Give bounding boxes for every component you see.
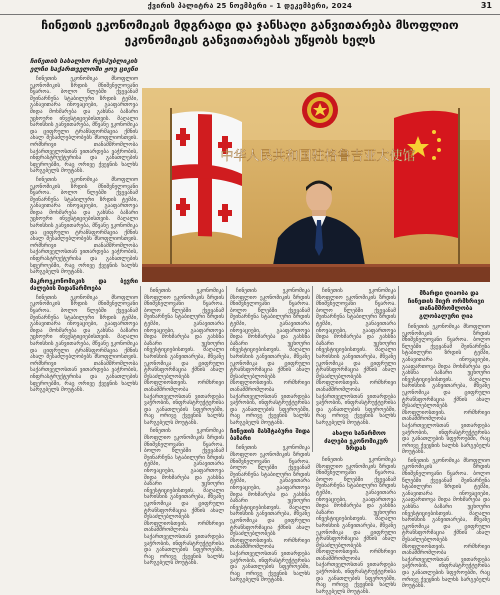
subhead: მაკროეკონომიკის და ბევრი ძალების შიდაწარმოება <box>30 278 138 292</box>
photo-illustration <box>142 88 490 282</box>
pull-quote: ახალი საწარმოო ძალები ეკონომიკურ ზრდას <box>324 430 388 453</box>
masthead <box>0 0 500 15</box>
embassy-wall-sign: 中华人民共和国驻格鲁吉亚大使馆 <box>220 149 416 164</box>
body-paragraph: ჩინეთის ეკონომიკა მსოფლიო ეკონომიკის ზრდის მნიშვნელოვანი წყაროა. ბოლო წლებში ქვეყანამ შეინარჩუნა სტაბილური ზრდის ტემპი, განავითარა ინოვაციები, გააფართოვა შიდა მოხმარება და გახსნა ბაზარი უცხოური ინვესტიციებისთვის. მაღალი ხარისხის განვითარება, მწვანე ეკონომიკა და ციფრული ტრანსფორმაცია ქმნის ახალ შესაძლებლობებს მსოფლიოსთვის. ორმხრივი თანამშრომლობა საქართველოსთან ვითარდება ვაჭრობის, ინფრასტრუქტურისა და განათლების სფეროებში, რაც ორივე ქვეყნის ხალხს სარგებელს მოუტანს. <box>230 445 310 584</box>
section-title: მზარდი ღიაობა და ჩინეთის მიერ ორმხრივი თანამშრომლობა გლობალური ღია <box>407 290 485 320</box>
body-paragraph: ჩინეთის ეკონომიკა მსოფლიო ეკონომიკის ზრდის მნიშვნელოვანი წყაროა. ბოლო წლებში ქვეყანამ შეინარჩუნა სტაბილური ზრდის ტემპი, განავითარა ინოვაციები, გააფართოვა შიდა მოხმარება და გახსნა ბაზარი უცხოური ინვესტიციებისთვის. მაღალი ხარისხის განვითარება, მწვანე ეკონომიკა და ციფრული ტრანსფორმაცია ქმნის ახალ შესაძლებლობებს მსოფლიოსთვის. ორმხრივი თანამშრომლობა საქართველოსთან ვითარდება ვაჭრობის, ინფრასტრუქტურისა და განათლების სფეროებში, რაც ორივე ქვეყნის ხალხს სარგებელს მოუტანს. <box>402 324 490 456</box>
body-paragraph: ჩინეთის ეკონომიკა მსოფლიო ეკონომიკის ზრდის მნიშვნელოვანი წყაროა. ბოლო წლებში ქვეყანამ შეინარჩუნა სტაბილური ზრდის ტემპი, განავითარა ინოვაციები, გააფართოვა შიდა მოხმარება და გახსნა ბაზარი უცხოური ინვესტიციებისთვის. მაღალი ხარისხის განვითარება, მწვანე ეკონომიკა და ციფრული ტრანსფორმაცია ქმნის ახალ შესაძლებლობებს მსოფლიოსთვის. ორმხრივი თანამშრომლობა საქართველოსთან ვითარდება ვაჭრობის, ინფრასტრუქტურისა და განათლების სფეროებში, რაც ორივე ქვეყნის ხალხს სარგებელს მოუტანს. <box>144 288 224 426</box>
national-emblem-icon <box>302 92 338 128</box>
body-column-left <box>30 76 138 450</box>
article-headline: ჩინეთის ეკონომიკის მდგრადი და ჯანსაღი განვითარება მსოფლიო ეკონომიკის განვითარებას უწყობს ხელს <box>41 18 459 47</box>
body-paragraph: ჩინეთის ეკონომიკა მსოფლიო ეკონომიკის ზრდის მნიშვნელოვანი წყაროა. ბოლო წლებში ქვეყანამ შეინარჩუნა სტაბილური ზრდის ტემპი, განავითარა ინოვაციები, გააფართოვა შიდა მოხმარება და გახსნა ბაზარი უცხოური ინვესტიციებისთვის. მაღალი ხარისხის განვითარება, მწვანე ეკონომიკა და ციფრული ტრანსფორმაცია ქმნის ახალ შესაძლებლობებს მსოფლიოსთვის. ორმხრივი თანამშრომლობა საქართველოსთან ვითარდება ვაჭრობის, ინფრასტრუქტურისა და განათლების სფეროებში, რაც ორივე ქვეყნის ხალხს სარგებელს მოუტანს. <box>316 456 396 595</box>
body-column-2 <box>144 288 224 567</box>
body-paragraph: ჩინეთის ეკონომიკა მსოფლიო ეკონომიკის ზრდის მნიშვნელოვანი წყაროა. ბოლო წლებში ქვეყანამ შეინარჩუნა სტაბილური ზრდის ტემპი, განავითარა ინოვაციები, გააფართოვა შიდა მოხმარება და გახსნა ბაზარი უცხოური ინვესტიციებისთვის. მაღალი ხარისხის განვითარება, მწვანე ეკონომიკა და ციფრული ტრანსფორმაცია ქმნის ახალ შესაძლებლობებს მსოფლიოსთვის. ორმხრივი თანამშრომლობა საქართველოსთან ვითარდება ვაჭრობის, ინფრასტრუქტურისა და განათლების სფეროებში, რაც ორივე ქვეყნის ხალხს სარგებელს მოუტანს. <box>30 176 138 276</box>
article-byline: ჩინეთის სახალხო რესპუბლიკის ელჩი საქართველოში ჟოუ ციენი <box>30 57 138 73</box>
column-divider <box>226 286 227 452</box>
body-paragraph: ჩინეთის ეკონომიკა მსოფლიო ეკონომიკის ზრდის მნიშვნელოვანი წყაროა. ბოლო წლებში ქვეყანამ შეინარჩუნა სტაბილური ზრდის ტემპი, განავითარა ინოვაციები, გააფართოვა შიდა მოხმარება და გახსნა ბაზარი უცხოური ინვესტიციებისთვის. მაღალი ხარისხის განვითარება, მწვანე ეკონომიკა და ციფრული ტრანსფორმაცია ქმნის ახალ შესაძლებლობებს მსოფლიოსთვის. ორმხრივი თანამშრომლობა საქართველოსთან ვითარდება ვაჭრობის, ინფრასტრუქტურისა და განათლების სფეროებში, რაც ორივე ქვეყნის ხალხს სარგებელს მოუტანს. <box>316 288 396 426</box>
column-divider <box>312 286 313 452</box>
body-column-4 <box>316 288 396 595</box>
body-paragraph: ჩინეთის ეკონომიკა მსოფლიო ეკონომიკის ზრდის მნიშვნელოვანი წყაროა. ბოლო წლებში ქვეყანამ შეინარჩუნა სტაბილური ზრდის ტემპი, განავითარა ინოვაციები, გააფართოვა შიდა მოხმარება და გახსნა ბაზარი უცხოური ინვესტიციებისთვის. მაღალი ხარისხის განვითარება, მწვანე ეკონომიკა და ციფრული ტრანსფორმაცია ქმნის ახალ შესაძლებლობებს მსოფლიოსთვის. ორმხრივი თანამშრომლობა საქართველოსთან ვითარდება ვაჭრობის, ინფრასტრუქტურისა და განათლების სფეროებში, რაც ორივე ქვეყნის ხალხს სარგებელს მოუტანს. <box>30 294 138 394</box>
publication-line: ქვირის პალიტრა 25 ნოემბერი – 1 დეკემბერი, 2024 <box>147 2 353 10</box>
body-paragraph: ჩინეთის ეკონომიკა მსოფლიო ეკონომიკის ზრდის მნიშვნელოვანი წყაროა. ბოლო წლებში ქვეყანამ შეინარჩუნა სტაბილური ზრდის ტემპი, განავითარა ინოვაციები, გააფართოვა შიდა მოხმარება და გახსნა ბაზარი უცხოური ინვესტიციებისთვის. მაღალი ხარისხის განვითარება, მწვანე ეკონომიკა და ციფრული ტრანსფორმაცია ქმნის ახალ შესაძლებლობებს მსოფლიოსთვის. ორმხრივი თანამშრომლობა საქართველოსთან ვითარდება ვაჭრობის, ინფრასტრუქტურისა და განათლების სფეროებში, რაც ორივე ქვეყნის ხალხს სარგებელს მოუტანს. <box>30 76 138 175</box>
ambassador-photo <box>142 88 490 282</box>
body-column-5 <box>402 288 490 590</box>
body-paragraph: ჩინეთის ეკონომიკა მსოფლიო ეკონომიკის ზრდის მნიშვნელოვანი წყაროა. ბოლო წლებში ქვეყანამ შეინარჩუნა სტაბილური ზრდის ტემპი, განავითარა ინოვაციები, გააფართოვა შიდა მოხმარება და გახსნა ბაზარი უცხოური ინვესტიციებისთვის. მაღალი ხარისხის განვითარება, მწვანე ეკონომიკა და ციფრული ტრანსფორმაცია ქმნის ახალ შესაძლებლობებს მსოფლიოსთვის. ორმხრივი თანამშრომლობა საქართველოსთან ვითარდება ვაჭრობის, ინფრასტრუქტურისა და განათლების სფეროებში, რაც ორივე ქვეყნის ხალხს სარგებელს მოუტანს. <box>402 457 490 590</box>
column-divider <box>398 286 399 452</box>
body-paragraph: ჩინეთის ეკონომიკა მსოფლიო ეკონომიკის ზრდის მნიშვნელოვანი წყაროა. ბოლო წლებში ქვეყანამ შეინარჩუნა სტაბილური ზრდის ტემპი, განავითარა ინოვაციები, გააფართოვა შიდა მოხმარება და გახსნა ბაზარი უცხოური ინვესტიციებისთვის. მაღალი ხარისხის განვითარება, მწვანე ეკონომიკა და ციფრული ტრანსფორმაცია ქმნის ახალ შესაძლებლობებს მსოფლიოსთვის. ორმხრივი თანამშრომლობა საქართველოსთან ვითარდება ვაჭრობის, ინფრასტრუქტურისა და განათლების სფეროებში, რაც ორივე ქვეყნის ხალხს სარგებელს მოუტანს. <box>144 428 224 567</box>
column-divider <box>140 286 141 452</box>
body-paragraph: ჩინეთის ეკონომიკა მსოფლიო ეკონომიკის ზრდის მნიშვნელოვანი წყაროა. ბოლო წლებში ქვეყანამ შეინარჩუნა სტაბილური ზრდის ტემპი, განავითარა ინოვაციები, გააფართოვა შიდა მოხმარება და გახსნა ბაზარი უცხოური ინვესტიციებისთვის. მაღალი ხარისხის განვითარება, მწვანე ეკონომიკა და ციფრული ტრანსფორმაცია ქმნის ახალ შესაძლებლობებს მსოფლიოსთვის. ორმხრივი თანამშრომლობა საქართველოსთან ვითარდება ვაჭრობის, ინფრასტრუქტურისა და განათლების სფეროებში, რაც ორივე ქვეყნის ხალხს სარგებელს მოუტანს. <box>230 288 310 426</box>
subhead: ჩინეთის მასშტაბური შიდა ბაზარი <box>230 429 310 443</box>
body-column-3 <box>230 288 310 584</box>
page-number: 31 <box>480 1 492 10</box>
